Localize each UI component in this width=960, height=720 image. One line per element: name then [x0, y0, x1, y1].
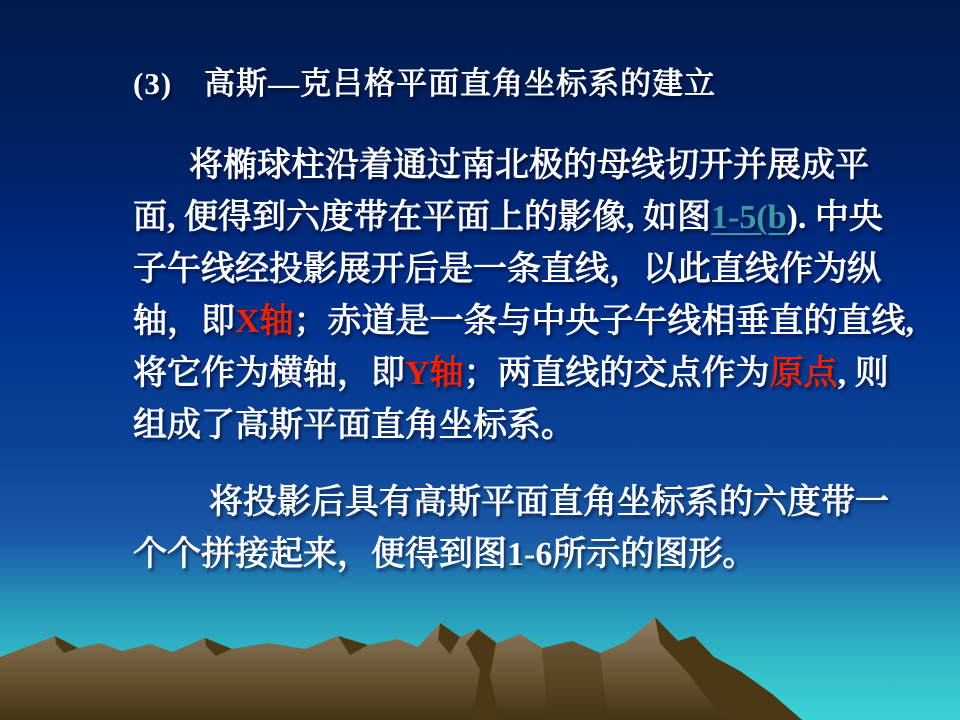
text-segment: 个个拼接起来，便得到图1-6所示的图形。: [133, 536, 757, 573]
text-segment: , 则: [837, 355, 889, 392]
paragraph-2: [133, 477, 893, 581]
y-axis-highlight: Y轴: [405, 355, 464, 392]
text-segment: 将它作为横轴，即: [133, 355, 405, 392]
text-line: [133, 477, 893, 529]
text-line: [133, 192, 893, 244]
text-line: [133, 296, 915, 348]
slide-title: (3) 高斯—克吕格平面直角坐标系的建立: [133, 66, 717, 101]
paragraph-1: [133, 140, 915, 452]
text-segment: 子午线经投影展开后是一条直线，以此直线作为纵: [133, 251, 881, 288]
text-segment: ). 中央: [786, 199, 883, 236]
mountain-shadow-valley: [542, 641, 608, 720]
x-axis-highlight: X轴: [235, 303, 294, 340]
text-segment: 将投影后具有高斯平面直角坐标系的六度带一: [209, 484, 889, 521]
text-line: [133, 529, 893, 581]
text-segment: 面, 便得到六度带在平面上的影像, 如图: [133, 199, 711, 236]
text-segment: 将椭球柱沿着通过南北极的母线切开并展成平: [189, 147, 869, 184]
text-line: [133, 400, 893, 452]
mountain-graphic: [0, 610, 960, 720]
origin-highlight: 原点: [769, 355, 838, 392]
text-segment: 轴，即: [133, 303, 235, 340]
text-line: [133, 140, 893, 192]
figure-1-5b-link[interactable]: 1-5(b: [711, 199, 787, 236]
text-segment: 组成了高斯平面直角坐标系。: [133, 407, 575, 444]
text-segment: ；两直线的交点作为: [463, 355, 770, 392]
text-line: [133, 348, 893, 400]
text-segment: ；赤道是一条与中央子午线相垂直的直线,: [293, 303, 915, 340]
mountain-ridge: [0, 617, 802, 720]
text-line: [133, 244, 893, 296]
